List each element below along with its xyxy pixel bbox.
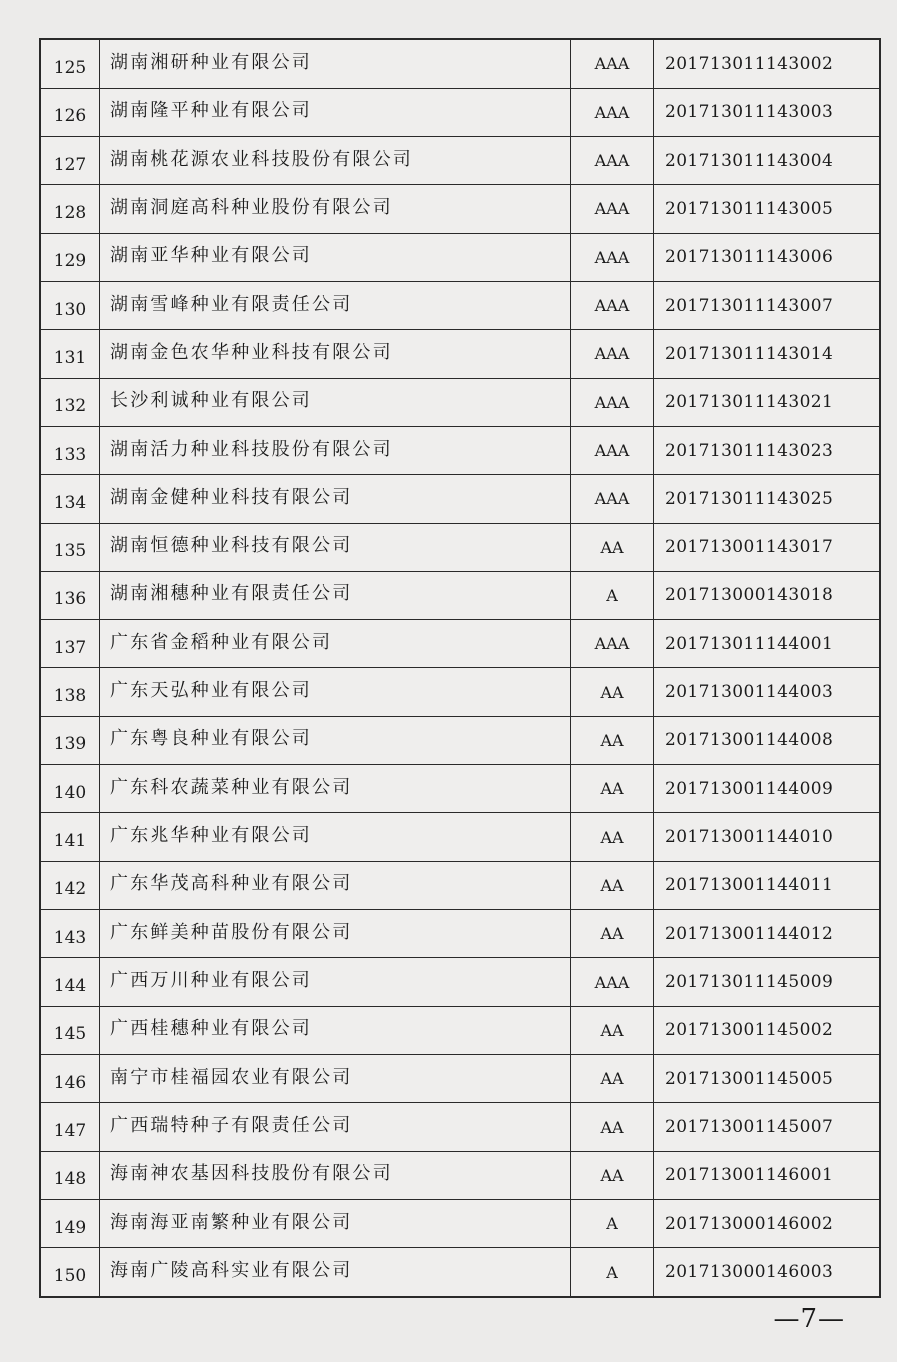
credit-grade: AA [571,765,654,813]
company-name: 湖南桃花源农业科技股份有限公司 [100,136,571,184]
row-number: 131 [40,330,100,378]
certificate-code: 201713011143005 [654,185,881,233]
page-number: —7— [773,1304,845,1334]
credit-grade: AAA [571,475,654,523]
row-number: 129 [40,233,100,281]
row-number: 127 [40,136,100,184]
certificate-code: 201713001145007 [654,1103,881,1151]
credit-grade: AAA [571,620,654,668]
credit-grade: AA [571,861,654,909]
row-number: 147 [40,1103,100,1151]
company-name: 广东科农蔬菜种业有限公司 [100,765,571,813]
certificate-code: 201713011143023 [654,426,881,474]
row-number: 132 [40,378,100,426]
certificate-code: 201713001144003 [654,668,881,716]
credit-grade: AAA [571,233,654,281]
credit-grade: AAA [571,330,654,378]
company-name: 湖南恒德种业科技有限公司 [100,523,571,571]
company-name: 湖南活力种业科技股份有限公司 [100,426,571,474]
table-row [40,330,880,378]
company-name: 广西万川种业有限公司 [100,958,571,1006]
company-name: 湖南金健种业科技有限公司 [100,475,571,523]
company-name: 广东省金稻种业有限公司 [100,620,571,668]
credit-grade: AAA [571,281,654,329]
table-row [40,1006,880,1054]
credit-grade: AA [571,813,654,861]
company-name: 湖南亚华种业有限公司 [100,233,571,281]
row-number: 134 [40,475,100,523]
credit-grade: A [571,1200,654,1248]
table-row [40,910,880,958]
table-row [40,1200,880,1248]
table-row [40,668,880,716]
table-row [40,571,880,619]
certificate-code: 201713011143007 [654,281,881,329]
certificate-code: 201713011143003 [654,88,881,136]
row-number: 135 [40,523,100,571]
certificate-code: 201713000146003 [654,1248,881,1297]
certificate-code: 201713011145009 [654,958,881,1006]
credit-grade: AA [571,1006,654,1054]
company-credit-table [39,38,881,1298]
credit-grade: AA [571,1103,654,1151]
table-row [40,813,880,861]
row-number: 139 [40,716,100,764]
table-row [40,1248,880,1297]
table-row [40,1103,880,1151]
certificate-code: 201713001144008 [654,716,881,764]
company-name: 湖南湘研种业有限公司 [100,39,571,88]
table-row [40,765,880,813]
certificate-code: 201713000143018 [654,571,881,619]
credit-grade: AA [571,910,654,958]
certificate-code: 201713001143017 [654,523,881,571]
table-body [40,39,880,1297]
table-row [40,523,880,571]
row-number: 142 [40,861,100,909]
certificate-code: 201713011143025 [654,475,881,523]
certificate-code: 201713011143002 [654,39,881,88]
certificate-code: 201713001144011 [654,861,881,909]
row-number: 126 [40,88,100,136]
table-row [40,426,880,474]
credit-grade: AAA [571,185,654,233]
table-row [40,861,880,909]
row-number: 125 [40,39,100,88]
row-number: 149 [40,1200,100,1248]
table-row [40,39,880,88]
company-name: 广东兆华种业有限公司 [100,813,571,861]
company-name: 湖南洞庭高科种业股份有限公司 [100,185,571,233]
company-name: 广东华茂高科种业有限公司 [100,861,571,909]
certificate-code: 201713001145002 [654,1006,881,1054]
row-number: 137 [40,620,100,668]
row-number: 145 [40,1006,100,1054]
credit-grade: AA [571,1055,654,1103]
row-number: 146 [40,1055,100,1103]
table-row [40,88,880,136]
certificate-code: 201713001144009 [654,765,881,813]
credit-grade: A [571,1248,654,1297]
table-row [40,378,880,426]
company-name: 广西瑞特种子有限责任公司 [100,1103,571,1151]
table-row [40,136,880,184]
certificate-code: 201713011143021 [654,378,881,426]
credit-grade: A [571,571,654,619]
row-number: 144 [40,958,100,1006]
row-number: 133 [40,426,100,474]
company-name: 海南广陵高科实业有限公司 [100,1248,571,1297]
table-row [40,716,880,764]
credit-grade: AA [571,668,654,716]
company-name: 广东粤良种业有限公司 [100,716,571,764]
company-name: 广东鲜美种苗股份有限公司 [100,910,571,958]
certificate-code: 201713011143004 [654,136,881,184]
row-number: 128 [40,185,100,233]
company-name: 湖南金色农华种业科技有限公司 [100,330,571,378]
table-row [40,1055,880,1103]
credit-grade: AAA [571,426,654,474]
table-row [40,620,880,668]
row-number: 140 [40,765,100,813]
company-name: 广西桂穗种业有限公司 [100,1006,571,1054]
certificate-code: 201713001146001 [654,1151,881,1199]
row-number: 141 [40,813,100,861]
table-row [40,281,880,329]
table-row [40,475,880,523]
row-number: 150 [40,1248,100,1297]
certificate-code: 201713011143014 [654,330,881,378]
credit-grade: AAA [571,136,654,184]
row-number: 148 [40,1151,100,1199]
company-name: 湖南湘穗种业有限责任公司 [100,571,571,619]
table-row [40,185,880,233]
certificate-code: 201713001144012 [654,910,881,958]
credit-grade: AA [571,716,654,764]
credit-grade: AAA [571,958,654,1006]
certificate-code: 201713001144010 [654,813,881,861]
table-row [40,1151,880,1199]
company-name: 湖南隆平种业有限公司 [100,88,571,136]
row-number: 136 [40,571,100,619]
credit-grade: AA [571,523,654,571]
company-name: 长沙利诚种业有限公司 [100,378,571,426]
company-name: 海南海亚南繁种业有限公司 [100,1200,571,1248]
certificate-code: 201713000146002 [654,1200,881,1248]
table-row [40,233,880,281]
company-name: 广东天弘种业有限公司 [100,668,571,716]
certificate-code: 201713011144001 [654,620,881,668]
company-name: 湖南雪峰种业有限责任公司 [100,281,571,329]
credit-grade: AAA [571,39,654,88]
row-number: 138 [40,668,100,716]
certificate-code: 201713001145005 [654,1055,881,1103]
table-row [40,958,880,1006]
credit-grade: AA [571,1151,654,1199]
company-name: 南宁市桂福园农业有限公司 [100,1055,571,1103]
certificate-code: 201713011143006 [654,233,881,281]
credit-grade: AAA [571,88,654,136]
credit-grade: AAA [571,378,654,426]
row-number: 130 [40,281,100,329]
company-name: 海南神农基因科技股份有限公司 [100,1151,571,1199]
row-number: 143 [40,910,100,958]
